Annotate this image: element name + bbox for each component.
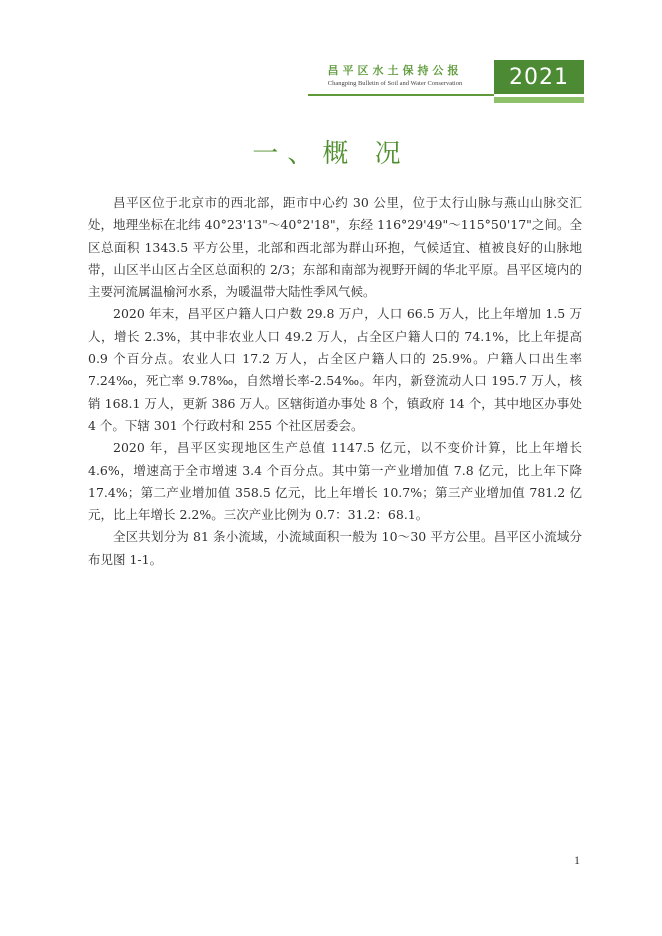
paragraph-population: 2020 年末，昌平区户籍人口户数 29.8 万户，人口 66.5 万人，比上年增加 1.5 万人，增长 2.3%，其中非农业人口 49.2 万人，占全区户籍人口的 74.1%，比上年提高 0.9 个百分点。农业人口 17.2 万人，占全区户籍人口的 25.9%。户籍人口出生率 7.24‰，死亡率 9.78‰，自然增长率-2.54‰。年内，新登流动人口 195.7 万人，核销 168.1 万人，更新 386 万人。区辖街道办事处 8 个，镇政府 14 个，其中地区办事处 4 个。下辖 301 个行政村和 255 个社区居委会。 bbox=[88, 306, 582, 433]
year-badge: 2021 bbox=[494, 60, 584, 94]
paragraph-economy: 2020 年，昌平区实现地区生产总值 1147.5 亿元，以不变价计算，比上年增长 4.6%，增速高于全市增速 3.4 个百分点。其中第一产业增加值 7.8 亿元，比上年下降 17.4%；第二产业增加值 358.5 亿元，比上年增长 10.7%；第三产业增加值 781.2 亿元，比上年增长 2.2%。三次产业比例为 0.7：31.2：68.1。 bbox=[88, 440, 582, 523]
bulletin-subtitle: Changping Bulletin of Soil and Water Conservation bbox=[327, 80, 463, 87]
year-underline bbox=[494, 97, 584, 103]
page-number: 1 bbox=[574, 853, 580, 867]
bulletin-title: 昌平区水土保持公报 bbox=[327, 64, 463, 77]
chapter-title: 一、概 况 bbox=[252, 139, 410, 169]
body-text bbox=[88, 192, 582, 571]
header-divider bbox=[308, 94, 494, 96]
paragraph-location: 昌平区位于北京市的西北部，距市中心约 30 公里，位于太行山脉与燕山山脉交汇处，地理坐标在北纬 40°23'13"～40°2'18"，东经 116°29'49"～115°50'17"之间。全区总面积 1343.5 平方公里，北部和西北部为群山环抱，气候适宜、植被良好的山脉地带，山区半山区占全区总面积的 2/3；东部和南部为视野开阔的华北平原。昌平区境内的主要河流属温榆河水系，为暖温带大陆性季风气候。 bbox=[88, 195, 582, 300]
paragraph-watersheds: 全区共划分为 81 条小流域，小流域面积一般为 10～30 平方公里。昌平区小流域分布见图 1-1。 bbox=[88, 529, 582, 567]
